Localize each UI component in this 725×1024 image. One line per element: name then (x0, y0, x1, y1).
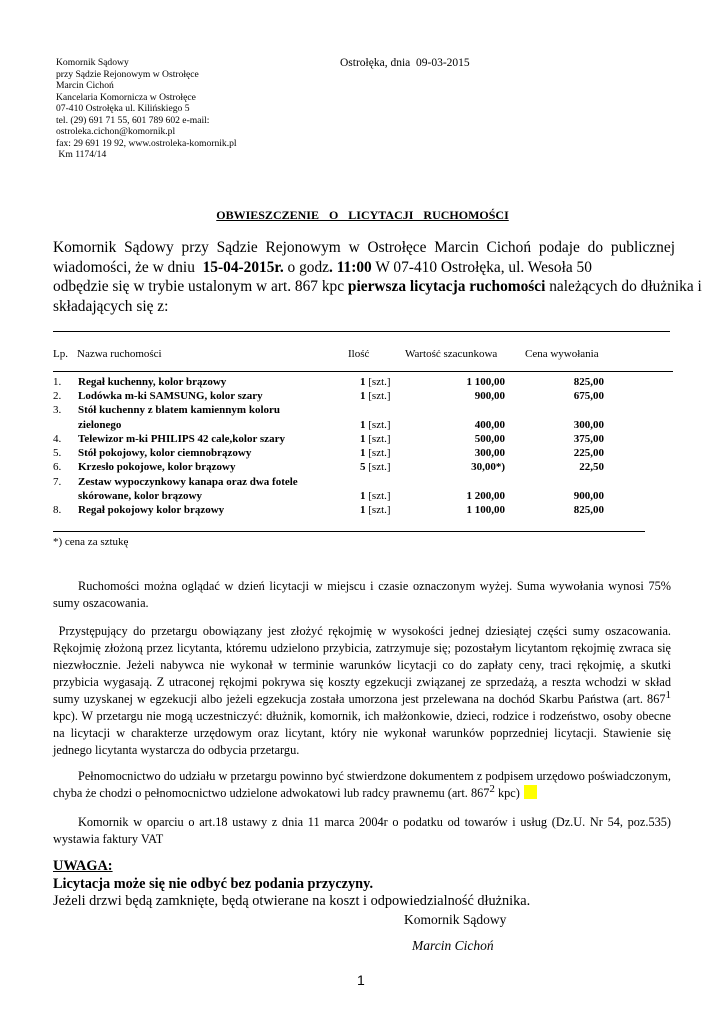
item-name: Regał pokojowy kolor brązowy (78, 504, 225, 516)
item-value: 1 100,00 (466, 376, 505, 388)
item-quantity-unit: [szt.] (365, 376, 391, 388)
auction-date: 15-04-2015r. (202, 258, 284, 276)
item-quantity (360, 419, 410, 431)
item-price: 375,00 (573, 433, 604, 445)
item-price: 825,00 (573, 504, 604, 516)
item-quantity-unit: [szt.] (365, 447, 391, 459)
header-name: Nazwa ruchomości (77, 348, 162, 360)
item-quantity-unit: [szt.] (365, 461, 391, 473)
intro-text: o godz (283, 258, 329, 276)
header-price: Cena wywołania (525, 348, 599, 360)
header-lp: Lp. (53, 348, 68, 360)
intro-line-2 (53, 258, 675, 278)
warning-line: Jeżeli drzwi będą zamknięte, będą otwierane na koszt i odpowiedzialność dłużnika. (53, 893, 531, 909)
divider (53, 331, 670, 332)
item-price: 900,00 (573, 490, 604, 502)
superscript: 2 (489, 782, 495, 795)
case-number: Km 1174/14 (56, 149, 107, 160)
intro-line-4: składających się z: (53, 297, 169, 315)
auction-time: . 11:00 (329, 258, 372, 276)
paragraph-vat: Komornik w oparciu o art.18 ustawy z dnia 11 marca 2004r o podatku od towarów i usług (Dz.U. Nr 54, poz.535) wystawia faktury VAT (53, 815, 671, 846)
item-value: 300,00 (474, 447, 505, 459)
item-quantity-number: 1 (360, 433, 366, 445)
item-name: skórowane, kolor brązowy (78, 490, 202, 502)
item-value: 900,00 (474, 390, 505, 402)
header-qty: Ilość (348, 348, 370, 360)
sender-line: tel. (29) 691 71 55, 601 789 602 e-mail: (56, 114, 210, 126)
item-name: Regał kuchenny, kolor brązowy (78, 376, 227, 388)
item-quantity-number: 1 (360, 447, 366, 459)
item-quantity (360, 447, 410, 459)
item-lp: 2. (53, 390, 62, 402)
intro-paragraph (53, 238, 702, 316)
item-name: zielonego (78, 419, 122, 431)
sender-line: przy Sądzie Rejonowym w Ostrołęce (56, 68, 199, 80)
sender-line: 07-410 Ostrołęka ul. Kilińskiego 5 (56, 103, 190, 114)
item-quantity-number: 5 (360, 461, 366, 473)
item-quantity (360, 490, 410, 502)
page-number: 1 (357, 972, 365, 988)
footnote: *) cena za sztukę (53, 536, 129, 548)
item-quantity (360, 433, 410, 445)
item-name: Zestaw wypoczynkowy kanapa oraz dwa fotele (78, 476, 298, 488)
warning-title: UWAGA: (53, 858, 113, 874)
item-lp: 5. (53, 447, 62, 459)
item-lp: 4. (53, 433, 62, 445)
item-name: Telewizor m-ki PHILIPS 42 cale,kolor szary (78, 433, 285, 445)
item-price: 675,00 (573, 390, 604, 402)
intro-text: wiadomości, że w dniu (53, 258, 203, 276)
intro-text: należących do dłużnika i (545, 278, 702, 295)
sender-line: fax: 29 691 19 92, www.ostroleka-komornik.pl (56, 137, 237, 149)
sender-address-block (56, 57, 237, 161)
divider (53, 531, 645, 532)
auction-type: pierwsza licytacja ruchomości (347, 278, 546, 295)
item-value: 1 200,00 (466, 490, 505, 502)
header-value: Wartość szacunkowa (405, 348, 498, 360)
item-name: Stół pokojowy, kolor ciemnobrązowy (78, 447, 252, 459)
item-value: 400,00 (474, 419, 505, 431)
item-name: Stół kuchenny z blatem kamiennym koloru (78, 404, 280, 416)
superscript: 1 (665, 688, 671, 701)
paragraph-viewing: Ruchomości można oglądać w dzień licytacji w miejscu i czasie oznaczonym wyżej. Suma wywołania wynosi 75% sumy oszacowania. (53, 579, 671, 610)
item-lp: 1. (53, 376, 62, 388)
item-quantity-number: 1 (360, 390, 366, 402)
sender-line: Kancelaria Komornicza w Ostrołęce (56, 91, 196, 103)
item-lp: 6. (53, 461, 62, 473)
item-price: 300,00 (573, 419, 604, 431)
highlight-mark (524, 785, 537, 799)
item-lp: 3. (53, 404, 62, 416)
item-quantity-number: 1 (360, 376, 366, 388)
item-value: 1 100,00 (466, 504, 505, 516)
item-quantity-unit: [szt.] (365, 419, 391, 431)
intro-line-1: Komornik Sądowy przy Sądzie Rejonowym w Ostrołęce Marcin Cichoń podaje do publicznej (53, 239, 675, 256)
paragraph-text: kpc). W przetargu nie mogą uczestniczyć: dłużnik, komornik, ich małżonkowie, dzieci, rodzice i rodzeństwo, osoby obecne na licytacji w charakterze urzędowym oraz licytant, który nie wykonał warunków poprzedniej licytacji. Stawienie się jednego licytanta wystarcza do odbycia przetargu. (53, 709, 671, 757)
item-lp: 7. (53, 476, 62, 488)
auction-address: W 07-410 Ostrołęka, ul. Wesoła 50 (371, 258, 592, 276)
item-name: Krzesło pokojowe, kolor brązowy (78, 461, 236, 473)
sender-line: Komornik Sądowy (56, 57, 129, 68)
divider (53, 371, 673, 372)
sender-line: Marcin Cichoń (56, 80, 114, 91)
paragraph-text: Przystępujący do przetargu obowiązany jest złożyć rękojmię w wysokości jednej dziesiątej części sumy oszacowania. Rękojmię złożoną przez licytanta, któremu udzielono przybicia, zatrzymuje się; pozostałym licytantom rękojmię zwraca się niezwłocznie. Jeżeli nabywca nie wykonał w terminie warunków licytacji co do zapłaty ceny, traci rękojmię, a skutki przybicia wygasają. Z utraconej rękojmi pokrywa się koszty egzekucji związanej ze sprzedażą, a reszta wchodzi w skład sumy uzyskanej w egzekucji albo jeżeli egzekucja została umorzona jest przelewana na dochód Skarbu Państwa (art. 867 (53, 624, 675, 706)
item-name: Lodówka m-ki SAMSUNG, kolor szary (78, 390, 263, 402)
warning-block (53, 858, 530, 911)
item-price: 225,00 (573, 447, 604, 459)
sender-line: ostroleka.cichon@komornik.pl (56, 126, 176, 137)
item-price: 22,50 (579, 461, 604, 473)
item-value: 500,00 (474, 433, 505, 445)
signature-name: Marcin Cichoń (412, 938, 494, 953)
item-quantity-unit: [szt.] (365, 433, 391, 445)
intro-line-3 (53, 277, 702, 297)
item-quantity-unit: [szt.] (365, 390, 391, 402)
item-quantity (360, 461, 410, 473)
intro-text: odbędzie się w trybie ustalonym w art. 867 kpc (53, 278, 348, 295)
paragraph-text: Pełnomocnictwo do udziału w przetargu powinno być stwierdzone dokumentem z podpisem urzędowo poświadczonym, chyba że chodzi o pełnomocnictwo udzielone adwokatowi lub radcy prawnemu (art. 867 (53, 769, 671, 800)
item-quantity-number: 1 (360, 490, 366, 502)
item-value: 30,00*) (471, 461, 505, 473)
item-quantity-unit: [szt.] (365, 504, 391, 516)
place-date: Ostrołęka, dnia 09-03-2015 (340, 57, 470, 69)
paragraph-deposit (53, 623, 675, 759)
paragraph-power-of-attorney (53, 768, 671, 802)
item-price: 825,00 (573, 376, 604, 388)
signature-role: Komornik Sądowy (404, 912, 507, 927)
item-quantity (360, 390, 410, 402)
paragraph-text: kpc) (494, 786, 520, 800)
item-quantity (360, 504, 410, 516)
item-quantity-number: 1 (360, 419, 366, 431)
warning-line: Licytacja może się nie odbyć bez podania przyczyny. (53, 875, 374, 892)
item-quantity-unit: [szt.] (365, 490, 391, 502)
item-lp: 8. (53, 504, 62, 516)
document-title: OBWIESZCZENIE O LICYTACJI RUCHOMOŚCI (216, 208, 509, 222)
item-quantity-number: 1 (360, 504, 366, 516)
item-quantity (360, 376, 410, 388)
